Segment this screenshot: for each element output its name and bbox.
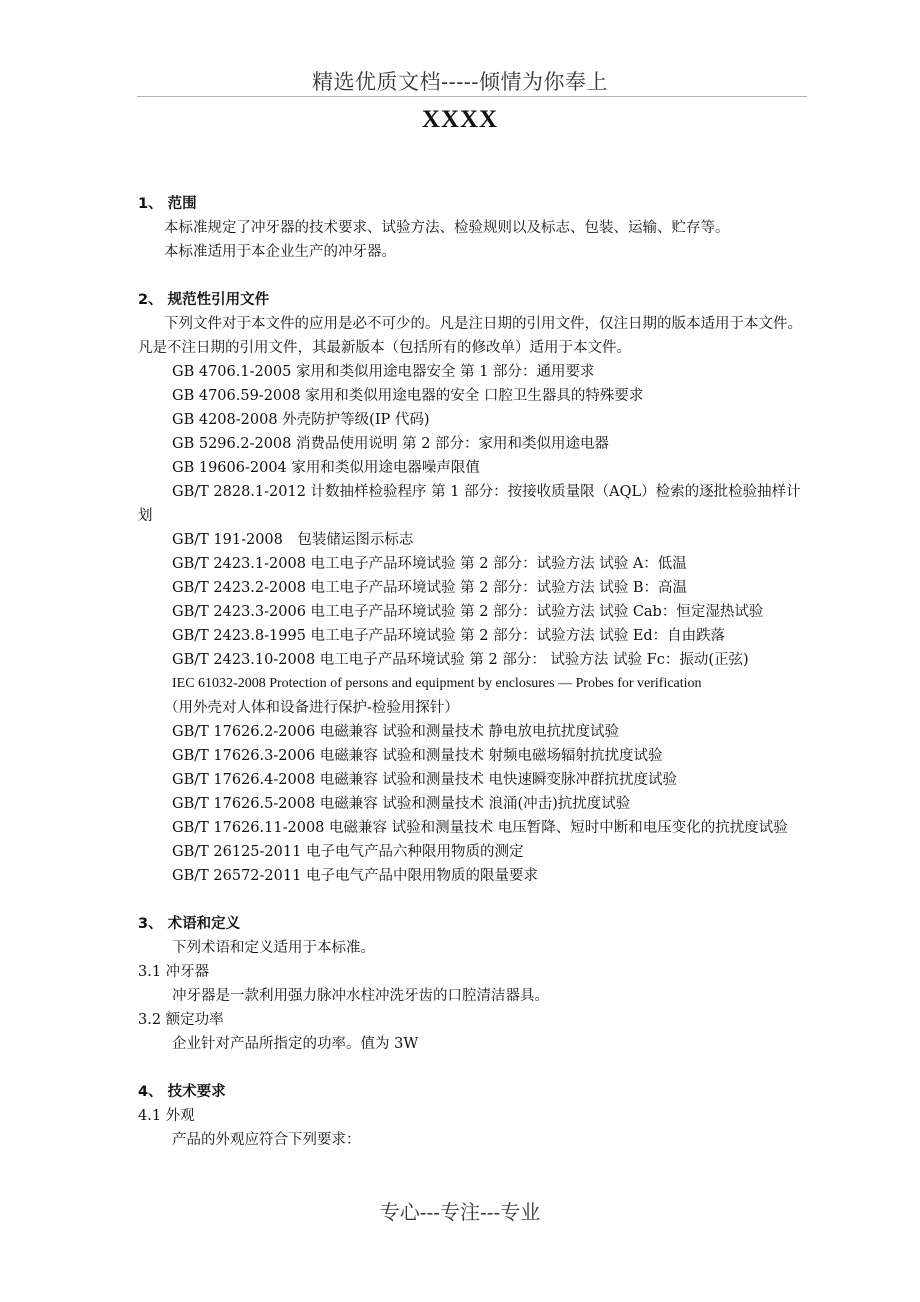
section-heading-terms: 3、 术语和定义 — [138, 916, 241, 932]
reference-item: GB/T 17626.4-2008 电磁兼容 试验和测量技术 电快速瞬变脉冲群抗扰度试验 — [172, 772, 677, 788]
reference-item: GB/T 191-2008 包装储运图示标志 — [172, 532, 414, 548]
reference-item: GB/T 2423.8-1995 电工电子产品环境试验 第 2 部分：试验方法 试验 Ed：自由跌落 — [172, 628, 726, 644]
reference-item: GB/T 26125-2011 电子电气产品六种限用物质的测定 — [172, 844, 524, 860]
reference-item: GB/T 2423.10-2008 电工电子产品环境试验 第 2 部分： 试验方法 试验 Fc：振动(正弦) — [172, 652, 749, 668]
section-heading-scope: 1、 范围 — [138, 196, 197, 212]
reference-item: GB 5296.2-2008 消费品使用说明 第 2 部分：家用和类似用途电器 — [172, 436, 610, 452]
terms-intro: 下列术语和定义适用于本标准。 — [172, 940, 375, 956]
reference-item: GB/T 2423.2-2008 电工电子产品环境试验 第 2 部分：试验方法 试验 B：高温 — [172, 580, 687, 596]
scope-paragraph-2: 本标准适用于本企业生产的冲牙器。 — [164, 244, 396, 260]
reference-item: GB 19606-2004 家用和类似用途电器噪声限值 — [172, 460, 480, 476]
term-definition-rated-power: 企业针对产品所指定的功率。值为 3W — [172, 1036, 419, 1052]
appearance-text: 产品的外观应符合下列要求： — [172, 1132, 361, 1148]
reference-item: GB/T 17626.3-2006 电磁兼容 试验和测量技术 射频电磁场辐射抗扰度试验 — [172, 748, 663, 764]
document-title: XXXX — [421, 106, 499, 133]
header-divider — [137, 96, 807, 97]
page-footer: 专心---专注---专业 — [379, 1200, 541, 1224]
term-title-irrigator: 3.1 冲牙器 — [138, 964, 210, 980]
document-body — [138, 192, 812, 1152]
reference-item: GB/T 26572-2011 电子电气产品中限用物质的限量要求 — [172, 868, 538, 884]
section-heading-references: 2、 规范性引用文件 — [138, 292, 270, 308]
reference-item: GB 4706.59-2008 家用和类似用途电器的安全 口腔卫生器具的特殊要求 — [172, 388, 644, 404]
term-definition-irrigator: 冲牙器是一款利用强力脉冲水柱冲洗牙齿的口腔清洁器具。 — [172, 988, 549, 1004]
reference-item: GB/T 17626.2-2006 电磁兼容 试验和测量技术 静电放电抗扰度试验 — [172, 724, 619, 740]
reference-item: GB/T 17626.5-2008 电磁兼容 试验和测量技术 浪涌(冲击)抗扰度试验 — [172, 796, 631, 812]
subsection-appearance: 4.1 外观 — [138, 1108, 195, 1124]
page-header: 精选优质文档-----倾情为你奉上 — [312, 70, 608, 94]
section-heading-requirements: 4、 技术要求 — [138, 1084, 226, 1100]
reference-item: GB/T 2423.3-2006 电工电子产品环境试验 第 2 部分：试验方法 试验 Cab：恒定湿热试验 — [172, 604, 764, 620]
reference-item: GB/T 17626.11-2008 电磁兼容 试验和测量技术 电压暂降、短时中断和电压变化的抗扰度试验 — [172, 820, 788, 836]
reference-item: （用外壳对人体和设备进行保护-检验用探针） — [164, 700, 459, 716]
reference-item: GB 4208-2008 外壳防护等级(IP 代码) — [172, 412, 430, 428]
scope-paragraph-1: 本标准规定了冲牙器的技术要求、试验方法、检验规则以及标志、包装、运输、贮存等。 — [164, 220, 730, 236]
reference-item: GB/T 2828.1-2012 计数抽样检验程序 第 1 部分：按接收质量限（AQL）检索的逐批检验抽样计划 — [138, 484, 801, 524]
reference-item: IEC 61032-2008 Protection of persons and equipment by enclosures — Probes for verification — [172, 676, 702, 691]
reference-item: GB/T 2423.1-2008 电工电子产品环境试验 第 2 部分：试验方法 试验 A：低温 — [172, 556, 687, 572]
references-intro: 下列文件对于本文件的应用是必不可少的。凡是注日期的引用文件，仅注日期的版本适用于本文件。凡是不注日期的引用文件，其最新版本（包括所有的修改单）适用于本文件。 — [138, 316, 802, 356]
reference-item: GB 4706.1-2005 家用和类似用途电器安全 第 1 部分：通用要求 — [172, 364, 595, 380]
term-title-rated-power: 3.2 额定功率 — [138, 1012, 224, 1028]
